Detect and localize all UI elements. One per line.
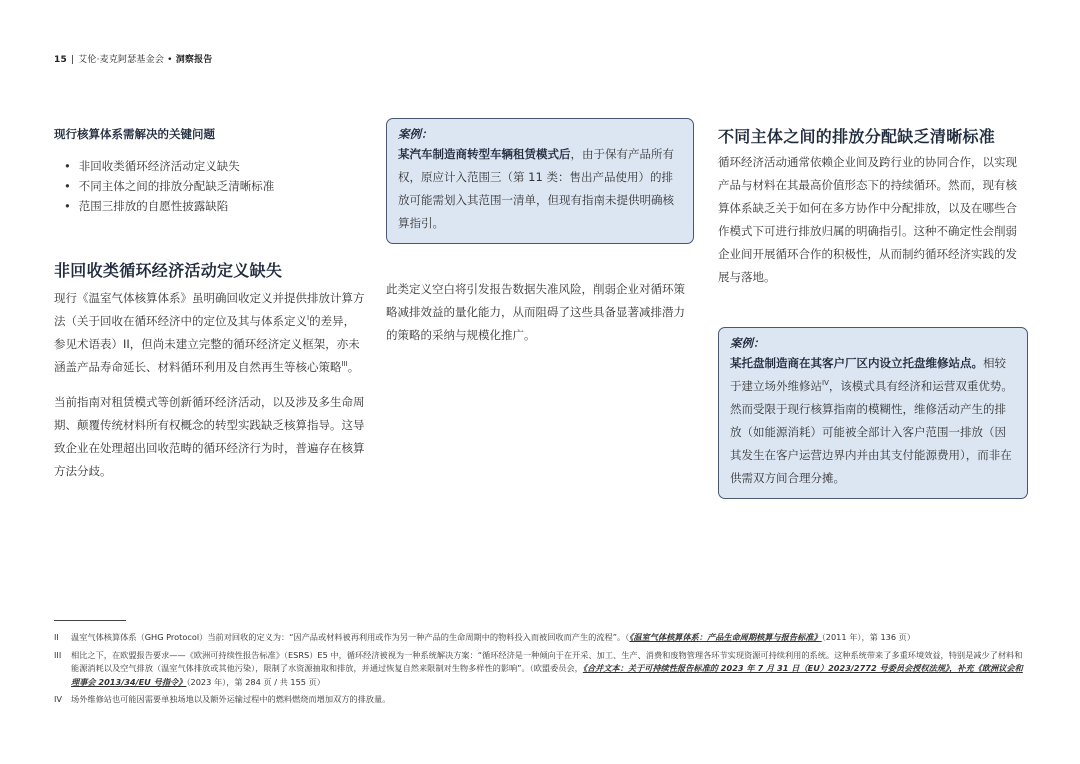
text-run: 温室气体核算体系（GHG Protocol）当前对回收的定义为：“因产品或材料被再利用或作为另一种产品的生命周期中的物料投入而被回收而产生的流程”。（ — [71, 632, 630, 642]
footnote-ref[interactable]: III — [341, 360, 348, 369]
paragraph: 此类定义空白将引发报告数据失准风险，削弱企业对循环策略减排效益的量化能力，从而阻碍了这些具备显著减排潜力的策略的采纳与规模化推广。 — [386, 282, 685, 342]
text-run: 的差异，参见术语表）II，但尚未建立完整的循环经济定义框架，亦未涵盖产品寿命延长、材料循环利用及自然再生等核心策略 — [54, 314, 360, 374]
footnote-text — [71, 649, 1026, 690]
case-text — [398, 143, 682, 235]
column-right — [718, 124, 1028, 499]
section-title-allocation: 不同主体之间的排放分配缺乏清晰标准 — [718, 127, 996, 146]
footnote-item — [54, 693, 1026, 707]
issues-list — [64, 156, 366, 216]
issue-item: • 范围三排放的自愿性披露缺陷 — [64, 196, 366, 216]
case-text — [730, 352, 1016, 490]
text-run: （2023 年），第 284 页 / 共 155 页） — [186, 676, 325, 687]
footnote-number: IV — [54, 694, 63, 704]
text-run: 。 — [347, 360, 360, 374]
footnote-item — [54, 649, 1026, 690]
footnote-ref[interactable]: I — [307, 314, 310, 323]
header-org: 艾伦·麦克阿瑟基金会 — [78, 55, 165, 65]
paragraph — [54, 287, 366, 379]
footnote-citation-link[interactable]: 《温室气体核算体系：产品生命周期核算与报告标准》 — [629, 632, 822, 642]
text-run: （2011 年），第 136 页） — [821, 632, 916, 642]
page-header — [54, 52, 213, 65]
header-report: 洞察报告 — [175, 55, 213, 65]
header-separator: | — [70, 55, 75, 65]
text-run: 相较于建立场外维修站 — [730, 356, 1006, 393]
paragraph: 循环经济活动通常依赖企业间及跨行业的协同合作，以实现产品与材料在其最高价值形态下的持续循环。然而，现有核算体系缺乏关于如何在多方协作中分配排放，以及在哪些合作模式下可进行排放归属的明确指引。这种不确定性会削弱企业间开展循环合作的积极性，从而制约循环经济实践的发展与落地。 — [718, 155, 1017, 284]
column-left — [54, 126, 366, 495]
case-highlight: 某汽车制造商转型车辆租赁模式后 — [398, 147, 571, 161]
column-middle — [386, 118, 694, 347]
issue-item: • 非回收类循环经济活动定义缺失 — [64, 156, 366, 176]
text-run: ，该模式具有经济和运营双重优势。然而受限于现行核算指南的模糊性，维修活动产生的排放（如能源消耗）可能被全部计入客户范围一排放（因其发生在客户运营边界内并由其支付能源费用），而非在供需双方间合理分摊。 — [730, 379, 1013, 485]
case-box-pallet — [718, 327, 1028, 499]
section-title-definitions: 非回收类循环经济活动定义缺失 — [54, 261, 283, 280]
footnote-item — [54, 631, 1026, 645]
section-body-definitions — [54, 287, 366, 483]
footnote-number: III — [54, 649, 62, 660]
footnote-text — [71, 631, 1026, 645]
footnote-divider — [54, 620, 126, 621]
footnote-ref[interactable]: IV — [822, 379, 829, 388]
footnotes — [54, 620, 1026, 711]
footnote-number: II — [54, 632, 59, 642]
text-run: 相比之下，在欧盟报告要求——《欧洲可持续性报告标准》（ESRS）E5 中，循环经济被视为一种系统解决方案：“循环经济是一种倾向于在开采、加工、生产、消费和废物管理各环节实现资源可持续利用的系统。这种系统带来了多重环境效益，特别是减少了材料和能源消耗以及空气排放（温室气体排放或其他污染），限制了水资源抽取和排放，并通过恢复自然来限制对生物多样性的影响”。（欧盟委员会， — [71, 649, 1023, 673]
text-run: ，由于保有产品所有权，原应计入范围三（第 11 类：售出产品使用）的排放可能需划入其范围一清单，但现有指南未提供明确核算指引。 — [398, 147, 674, 230]
header-dot: • — [167, 55, 173, 65]
issue-item: • 不同主体之间的排放分配缺乏清晰标准 — [64, 176, 366, 196]
text-run: 现行《温室气体核算体系》虽明确回收定义并提供排放计算方法（关于回收在循环经济中的定位及其与体系定义 — [54, 291, 365, 328]
case-box-automaker — [386, 118, 694, 244]
case-label: 案例： — [730, 336, 765, 350]
page-number: 15 — [54, 55, 67, 65]
case-highlight: 某托盘制造商在其客户厂区内设立托盘维修站点。 — [730, 356, 983, 370]
footnote-citation-link[interactable]: 《合并文本：关于可持续性报告标准的 2023 年 7 月 31 日（EU）2023/2772 号委员会授权法规》，补充《欧洲议会和理事会 2013/34/EU 号指令》 — [71, 663, 1023, 687]
issues-heading: 现行核算体系需解决的关键问题 — [54, 127, 215, 141]
paragraph: 当前指南对租赁模式等创新循环经济活动，以及涉及多生命周期、颠覆传统材料所有权概念的转型实践缺乏核算指导。这导致企业在处理超出回收范畴的循环经济行为时，普遍存在核算方法分歧。 — [54, 395, 365, 478]
case-label: 案例： — [398, 127, 433, 141]
footnote-text: 场外维修站也可能因需要单独场地以及额外运输过程中的燃料燃烧而增加双方的排放量。 — [71, 694, 391, 704]
